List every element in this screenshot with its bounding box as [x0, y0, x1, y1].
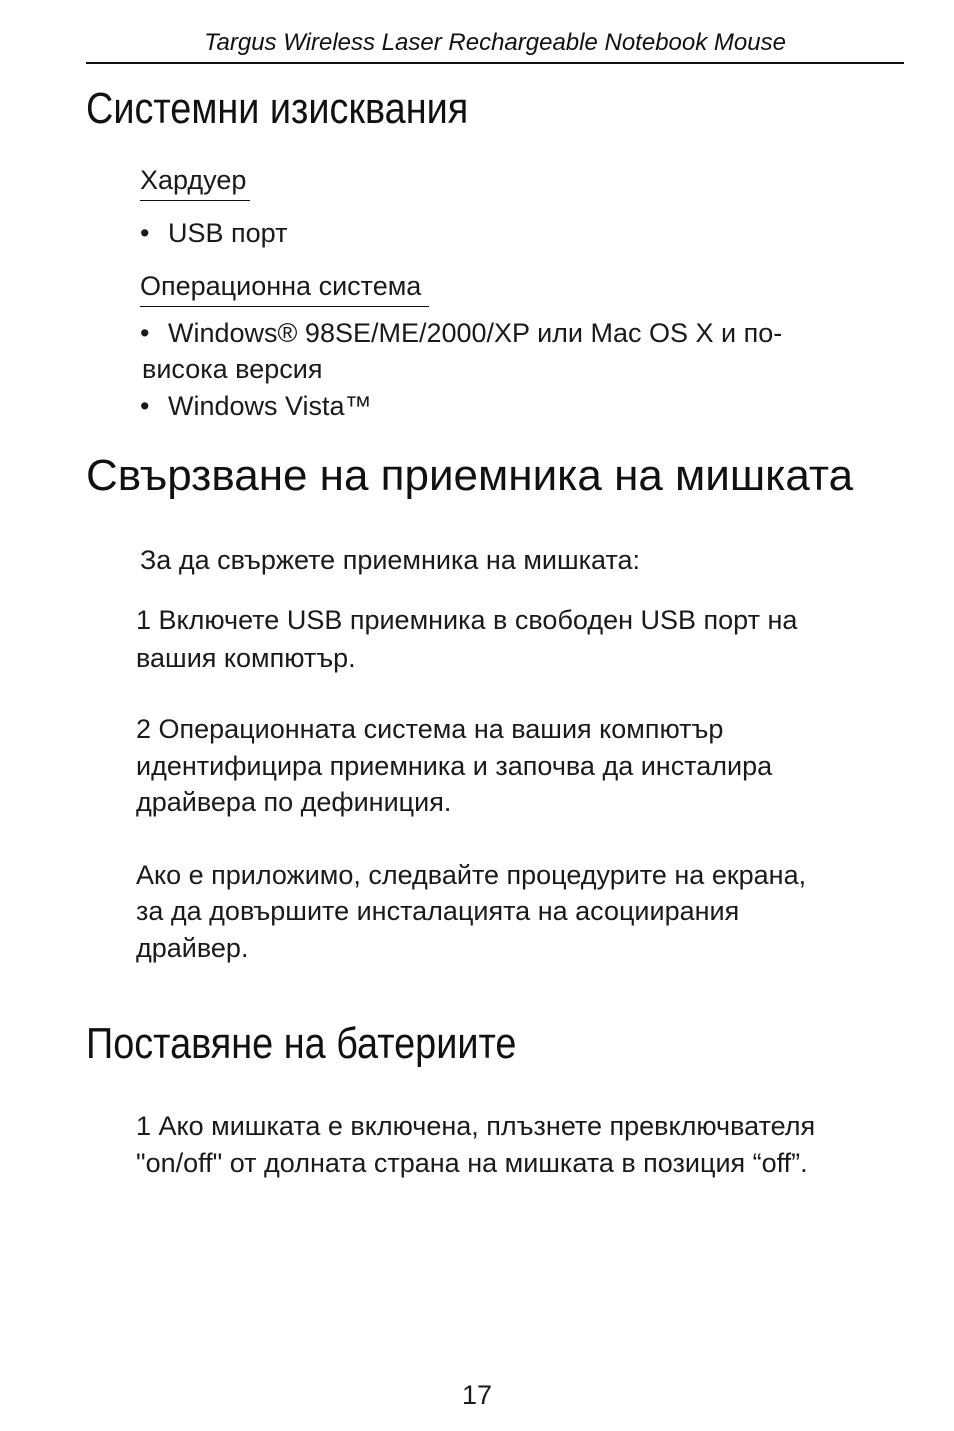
subheading-operating-system: Операционна система: [140, 269, 429, 307]
step-1-line-1: 1 Включете USB приемника в свободен USB порт на: [136, 605, 798, 635]
step-2-line-2: идентифицира приемника и започва да инсталира: [136, 751, 773, 781]
intro-text: За да свържете приемника на мишката:: [140, 545, 641, 575]
header-rule: [86, 62, 904, 64]
bullet-icon: •: [140, 318, 150, 348]
list-item-text: USB порт: [168, 218, 288, 248]
step-2-line-1: 2 Операционната система на вашия компютър: [136, 714, 724, 744]
step-2-line-3: драйвера по дефиниция.: [136, 787, 452, 817]
running-header: Targus Wireless Laser Rechargeable Notebook Mouse: [204, 29, 786, 56]
note-line-3: драйвер.: [136, 933, 249, 963]
list-item-text: Windows® 98SE/ME/2000/XP или Mac OS X и по-: [168, 318, 783, 348]
bullet-icon: •: [140, 391, 150, 421]
list-item: [140, 215, 287, 251]
section-title-connect-receiver: Свързване на приемника на мишката: [86, 451, 854, 500]
list-item: [140, 388, 372, 424]
section-title-system-requirements: Системни изисквания: [86, 84, 469, 133]
list-item: [140, 315, 782, 351]
page-number: 17: [461, 1380, 493, 1410]
bullet-icon: •: [140, 218, 150, 248]
note-line-2: за да довършите инсталацията на асоциирания: [136, 896, 740, 926]
note-line-1: Ако е приложимо, следвайте процедурите на екрана,: [136, 860, 807, 890]
section-title-insert-batteries: Поставяне на батериите: [86, 1019, 517, 1068]
battery-step-1-line-1: 1 Ако мишката е включена, плъзнете превключвателя: [136, 1111, 816, 1141]
list-item-continuation: висока версия: [142, 354, 323, 384]
battery-step-1-line-2: "on/off" от долната страна на мишката в позиция “off”.: [136, 1148, 808, 1178]
list-item-text: Windows Vista™: [168, 391, 372, 421]
subheading-hardware: Хардуер: [140, 163, 250, 201]
step-1-line-2: вашия компютър.: [136, 643, 356, 673]
